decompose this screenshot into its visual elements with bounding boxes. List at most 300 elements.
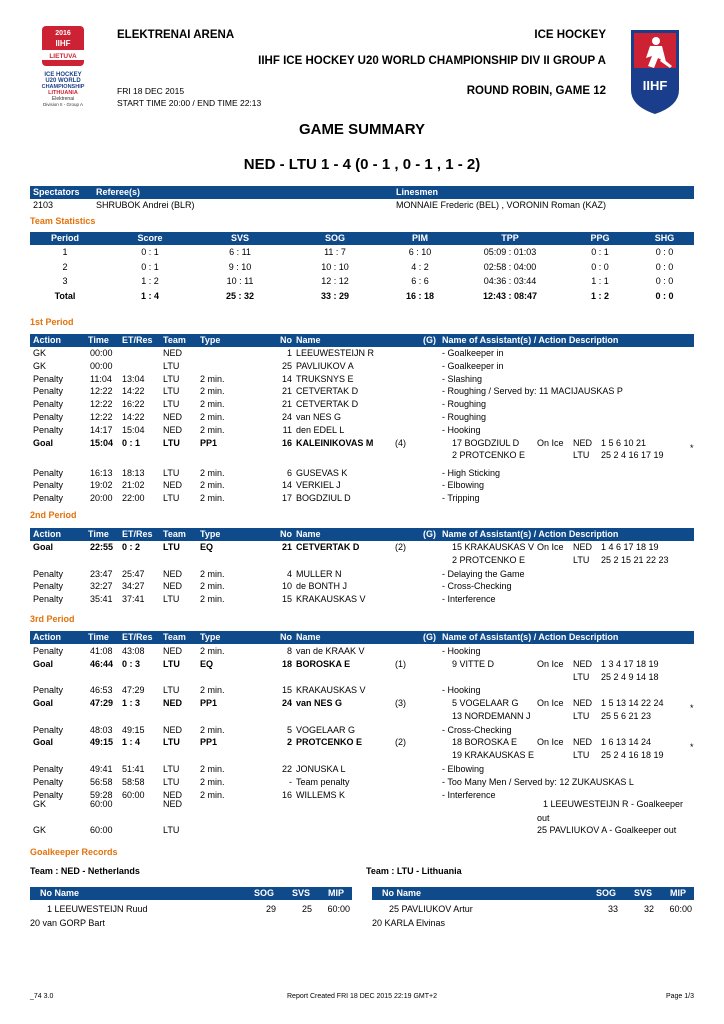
goalkeeper-out-row (30, 824, 694, 837)
event-time: 15:04 (90, 437, 114, 448)
team-stats-cell: 3 (62, 276, 68, 286)
event-et-res: 37:41 (122, 594, 145, 605)
assist-description: - Cross-Checking (442, 724, 512, 735)
event-player-name: MULLER N (296, 568, 342, 579)
event-et-res: 34:27 (122, 581, 145, 592)
on-ice-numbers: 1 3 4 17 18 19 (601, 658, 659, 669)
event-type: 2 min. (200, 646, 225, 656)
referees-value: SHRUBOK Andrei (BLR) (96, 200, 195, 210)
event-time: 35:41 (90, 594, 113, 605)
event-et-res: 1 : 4 (122, 737, 141, 748)
event-action: Penalty (33, 568, 64, 579)
events-col-header: (G) (423, 632, 436, 642)
event-player-no: 1 (286, 348, 292, 358)
assist-description: - Hooking (442, 424, 481, 435)
event-team: LTU (163, 399, 180, 410)
event-action: Penalty (33, 493, 64, 504)
events-col-header: (G) (423, 335, 436, 345)
event-detail (30, 424, 694, 437)
team-stats-cell: 0 : 0 (655, 276, 674, 286)
assist-description: 9 VITTE D (452, 658, 495, 669)
event-team: LTU (163, 373, 180, 384)
assist-description: - Cross-Checking (442, 581, 512, 592)
event-et-res: 16:22 (122, 399, 145, 410)
goalkeeper-name: 25 PAVLIUKOV Artur (389, 904, 473, 914)
goalkeeper-mip: 60:00 (669, 904, 692, 914)
event-team: LTU (163, 594, 180, 605)
event-et-res: 13:04 (122, 373, 145, 384)
team-stats-cell: 0 : 1 (591, 247, 609, 257)
events-col-header: Type (200, 632, 221, 642)
event-team: LTU (163, 493, 180, 504)
team-stats-cell: 1 : 1 (591, 276, 609, 286)
event-player-no: 10 (281, 581, 292, 592)
event-type: 2 min. (200, 789, 225, 800)
event-detail (30, 437, 694, 453)
event-time: 46:53 (90, 685, 113, 696)
team-stats-cell: 1 (62, 247, 68, 257)
event-player-name: KRAKAUSKAS V (296, 685, 366, 696)
goalkeeper-out-description: 1 LEEUWESTEIJN R - Goalkeeper (543, 799, 684, 809)
assist-description: - Goalkeeper in (442, 360, 504, 371)
goalkeeper-name: 20 KARLA Elvinas (372, 918, 446, 928)
event-time: 00:00 (90, 348, 113, 358)
events-col-header: Time (88, 529, 109, 539)
event-detail (30, 658, 694, 671)
event-action: Goal (33, 737, 54, 748)
team-stats-cell: 4 : 2 (411, 261, 429, 272)
ltu-goalkeeper-table-header (372, 887, 694, 900)
score-line: NED - LTU 1 - 4 (0 - 1 , 0 - 1 , 1 - 2) (243, 156, 481, 173)
team-stats-cell: 6 : 10 (408, 247, 432, 257)
logo-country: LIETUVA (49, 53, 77, 60)
event-player-name: VOGELAAR G (296, 724, 356, 735)
event-player-no: 14 (281, 373, 292, 384)
event-player-name: den EDEL L (296, 424, 345, 435)
event-time: 20:00 (90, 493, 113, 504)
event-type: 2 min. (200, 480, 225, 491)
event-et-res: 47:29 (122, 685, 145, 696)
event-action: GK (33, 799, 47, 809)
event-time: 11:04 (90, 373, 112, 384)
event-team: NED (163, 698, 183, 709)
events-col-header: Name (296, 632, 321, 642)
assist-count: (2) (395, 542, 406, 552)
team-stats-cell: 0 : 0 (655, 261, 674, 272)
goalkeeper-row (372, 903, 694, 916)
event-et-res: 18:13 (122, 467, 145, 478)
event-action: Penalty (33, 373, 64, 384)
assist-description: - Too Many Men / Served by: 12 ZUKAUSKAS L (442, 776, 634, 787)
power-play-star: * (690, 742, 694, 753)
event-player-no: 24 (281, 412, 292, 422)
event-team: LTU (163, 763, 180, 774)
events-col-header: Team (163, 529, 186, 539)
event-type: EQ (200, 542, 214, 552)
event-player-name: KRAKAUSKAS V (296, 594, 366, 605)
event-player-no: 15 (281, 594, 292, 605)
event-type: PP1 (200, 737, 218, 748)
assist-description: - Roughing (442, 412, 487, 422)
events-col-header: Team (163, 335, 186, 345)
team-stats-cell: 2 (62, 261, 68, 272)
event-player-no: 17 (281, 493, 292, 504)
event-detail (30, 479, 694, 492)
event-type: 2 min. (200, 763, 225, 774)
event-action: Penalty (33, 424, 64, 435)
event-action: Penalty (33, 581, 64, 592)
event-time: 12:22 (90, 399, 113, 410)
event-player-name: BOGDZIUL D (296, 493, 351, 504)
svg-text:ICE HOCKEY: ICE HOCKEY (44, 72, 82, 78)
goalkeeper-out-description: 25 PAVLIUKOV A - Goalkeeper out (537, 825, 677, 835)
on-ice-label: On Ice (537, 737, 564, 748)
event-team: NED (163, 581, 183, 592)
event-time: 46:44 (90, 658, 114, 669)
on-ice-team-2: LTU (573, 671, 590, 682)
team-stats-cell: 9 : 10 (228, 261, 252, 272)
on-ice-team-2: LTU (573, 554, 590, 565)
event-player-no: 4 (286, 568, 292, 579)
event-detail (30, 593, 694, 606)
event-detail (30, 411, 694, 424)
team-stats-cell: 10 : 11 (226, 276, 254, 286)
on-ice-numbers-2: 25 2 4 9 14 18 (601, 671, 659, 682)
goalkeeper-col-header: MIP (328, 888, 345, 898)
on-ice-label: On Ice (537, 437, 564, 448)
event-time: 16:13 (90, 467, 113, 478)
on-ice-team-2: LTU (573, 710, 590, 721)
event-detail (30, 398, 694, 411)
event-time: 00:00 (90, 360, 113, 371)
team-stats-cell: Total (54, 290, 76, 301)
event-et-res: 14:22 (122, 412, 145, 422)
assist-description: 18 BOROSKA E (452, 737, 518, 748)
event-action: Goal (33, 542, 54, 552)
event-team: NED (163, 789, 183, 800)
events-col-header: Name (296, 529, 321, 539)
event-team: LTU (163, 685, 180, 696)
goalkeeper-col-header: No Name (382, 888, 422, 898)
on-ice-team-2: LTU (573, 750, 590, 761)
event-type: 2 min. (200, 568, 225, 579)
svg-text:LITHUANIA: LITHUANIA (48, 90, 78, 96)
on-ice-team-2: LTU (573, 450, 590, 461)
logo-brand: IIHF (55, 39, 71, 48)
event-player-name: LEEUWESTEIJN R (296, 348, 375, 358)
team-stats-col-header: PPG (590, 233, 610, 243)
event-detail (30, 724, 694, 737)
event-detail (30, 385, 694, 398)
ltu-team-label: Team : LTU - Lithuania (366, 866, 462, 876)
footer-code: _74 3.0 (30, 993, 54, 1000)
goalkeeper-name: 20 van GORP Bart (30, 918, 105, 928)
events-col-header: Name of Assistant(s) / Action Description (442, 335, 619, 345)
team-stats-title: Team Statistics (30, 216, 96, 226)
assist-count: (3) (395, 698, 406, 709)
event-time: 49:15 (90, 737, 114, 748)
event-type: 2 min. (200, 424, 225, 435)
team-stats-cell: 04:36 : 03:44 (483, 276, 537, 286)
event-action: Penalty (33, 467, 64, 478)
event-time: 60:00 (90, 799, 113, 809)
event-type: 2 min. (200, 373, 225, 384)
assist-description-2: 2 PROTCENKO E (452, 450, 526, 461)
event-player-name: WILLEMS K (296, 789, 346, 800)
event-detail-line2 (30, 749, 694, 762)
event-player-name: PROTCENKO E (296, 737, 363, 748)
team-stats-cell: 1 : 2 (141, 276, 159, 286)
event-type: 2 min. (200, 399, 225, 410)
event-detail (30, 492, 694, 505)
team-stats-header (30, 232, 694, 245)
assist-description: - Roughing (442, 399, 487, 410)
sport-name: ICE HOCKEY (534, 29, 606, 41)
event-time: 48:03 (90, 724, 113, 735)
event-team: NED (163, 799, 183, 809)
on-ice-team: NED (573, 542, 593, 552)
on-ice-label: On Ice (537, 542, 564, 552)
events-col-header: Name of Assistant(s) / Action Description (442, 529, 619, 539)
goalkeeper-col-header: SVS (634, 888, 653, 898)
event-player-no: 15 (281, 685, 292, 696)
assist-description: - Elbowing (442, 480, 485, 491)
event-player-no: 5 (286, 724, 292, 735)
event-player-no: 22 (281, 763, 292, 774)
team-stats-col-header: PIM (411, 233, 428, 243)
goalkeeper-svs: 32 (643, 904, 654, 914)
assist-description: - Goalkeeper in (442, 348, 504, 358)
event-type: 2 min. (200, 386, 225, 397)
event-type: 2 min. (200, 594, 225, 605)
on-ice-team: NED (573, 737, 593, 748)
team-stats-col-header: TPP (501, 233, 519, 243)
event-player-no: 6 (286, 467, 292, 478)
events-col-header: Time (88, 632, 109, 642)
team-stats-cell: 16 : 18 (405, 290, 435, 301)
assist-count: (1) (395, 658, 406, 669)
event-player-no: 21 (281, 399, 292, 410)
officials-header: Spectators Referee(s) Linesmen (30, 186, 694, 199)
assist-description-2: 2 PROTCENKO E (452, 554, 526, 565)
event-player-no: 14 (281, 480, 292, 491)
ned-goalkeeper-table-header (30, 887, 352, 900)
event-player-name: CETVERTAK D (296, 399, 359, 410)
goalkeeper-col-header: MIP (670, 888, 687, 898)
team-stats-cell: 12 : 12 (321, 276, 349, 286)
goalkeeper-mip: 60:00 (327, 904, 350, 914)
event-detail-line2 (30, 449, 694, 462)
event-team: LTU (163, 776, 180, 787)
team-stats-cell: 1 : 2 (590, 290, 609, 301)
event-time: 56:58 (90, 776, 113, 787)
assist-description: - Slashing (442, 373, 483, 384)
team-stats-cell: 11 : 7 (324, 247, 346, 257)
event-detail (30, 697, 694, 714)
assist-description: 15 KRAKAUSKAS V (452, 542, 535, 552)
team-stats-col-header: SOG (324, 233, 345, 243)
events-col-header: Action (33, 632, 61, 642)
event-player-name: BOROSKA E (296, 658, 351, 669)
team-stats-cell: 0 : 0 (655, 247, 674, 257)
team-stats-cell: 0 : 1 (141, 247, 159, 257)
event-action: Penalty (33, 480, 64, 491)
event-team: NED (163, 424, 183, 435)
on-ice-numbers: 1 6 13 14 24 (601, 737, 652, 748)
event-et-res: 1 : 3 (122, 698, 141, 709)
event-player-no: 16 (281, 789, 292, 800)
event-type: PP1 (200, 437, 218, 448)
event-detail (30, 347, 694, 360)
assist-description: - High Sticking (442, 467, 501, 478)
event-et-res: 60:00 (122, 789, 145, 800)
event-et-res: 43:08 (122, 646, 145, 656)
team-stats-cell: 02:58 : 04:00 (483, 261, 537, 272)
event-player-name: JONUSKA L (296, 763, 346, 774)
team-stats-cell: 05:09 : 01:03 (483, 247, 537, 257)
assist-description: 17 BOGDZIUL D (452, 437, 520, 448)
event-time: 22:55 (90, 542, 114, 552)
event-player-name: GUSEVAS K (296, 467, 348, 478)
event-time: 23:47 (90, 568, 113, 579)
event-time: 59:28 (90, 789, 113, 800)
events-col-header: Team (163, 632, 186, 642)
event-team: NED (163, 412, 183, 422)
team-stats-row (30, 260, 694, 275)
events-col-header: Action (33, 335, 61, 345)
event-player-no: 25 (281, 360, 292, 371)
event-action: Penalty (33, 724, 64, 735)
event-action: Penalty (33, 412, 64, 422)
event-team: NED (163, 724, 183, 735)
assist-description: - Tripping (442, 493, 480, 504)
event-player-no: 2 (286, 737, 292, 748)
event-et-res: 14:22 (122, 386, 145, 397)
event-et-res: 51:41 (122, 763, 145, 774)
events-col-header: No (280, 529, 292, 539)
spectators-value: 2103 (33, 200, 54, 210)
event-player-no: 16 (281, 437, 292, 448)
team-stats-col-header: SVS (230, 233, 249, 243)
goalkeeper-name: 1 LEEUWESTEIJN Ruud (47, 904, 148, 914)
team-stats-col-header: Score (137, 233, 163, 243)
event-action: Penalty (33, 594, 64, 605)
goalkeeper-out-continued (30, 812, 694, 825)
events-col-header: Action (33, 529, 61, 539)
event-action: Penalty (33, 399, 64, 410)
event-detail (30, 360, 694, 373)
team-stats-table (30, 232, 694, 303)
events-header (30, 334, 694, 347)
on-ice-team: NED (573, 658, 593, 669)
team-stats-cell: 1 : 4 (140, 290, 159, 301)
goalkeeper-col-header: SOG (596, 888, 617, 898)
on-ice-numbers-2: 25 2 4 16 17 19 (601, 450, 664, 461)
on-ice-numbers: 1 5 13 14 22 24 (601, 698, 664, 709)
events-col-header: No (280, 335, 292, 345)
event-team: LTU (163, 360, 180, 371)
event-et-res: 0 : 1 (122, 437, 141, 448)
event-time: 49:41 (90, 763, 113, 774)
power-play-star: * (690, 442, 694, 453)
event-team: LTU (163, 386, 180, 397)
goalkeeper-row (372, 917, 694, 930)
event-et-res: 58:58 (122, 776, 145, 787)
event-action: Goal (33, 437, 54, 448)
event-type: EQ (200, 658, 214, 669)
championship-logo (30, 26, 96, 118)
event-action: GK (33, 360, 47, 371)
events-col-header: Time (88, 335, 109, 345)
logo-year: 2016 (55, 30, 71, 37)
event-detail (30, 776, 694, 789)
assist-description: - Interference (442, 594, 496, 605)
team-stats-col-header: Period (50, 233, 79, 243)
team-stats-cell: 12:43 : 08:47 (482, 290, 538, 301)
event-detail (30, 373, 694, 386)
logo-iihf-text: IIHF (642, 78, 668, 93)
event-player-no: 18 (281, 658, 292, 669)
svg-text:CHAMPIONSHIP: CHAMPIONSHIP (41, 84, 85, 90)
event-player-name: PAVLIUKOV A (296, 360, 354, 371)
on-ice-label: On Ice (537, 658, 564, 669)
event-type: 2 min. (200, 467, 225, 478)
goalkeeper-col-header: SVS (292, 888, 311, 898)
events-col-header: ET/Res (122, 335, 153, 345)
assist-description: - Hooking (442, 646, 481, 656)
event-player-name: TRUKSNYS E (296, 373, 354, 384)
event-player-no: 21 (281, 386, 292, 397)
event-player-no: 8 (286, 646, 292, 656)
event-type: 2 min. (200, 493, 225, 504)
goalkeeper-row (30, 903, 352, 916)
svg-text:Division II - Group A: Division II - Group A (42, 102, 84, 107)
assist-count: (2) (395, 737, 406, 748)
event-detail (30, 645, 694, 658)
event-team: LTU (163, 467, 180, 478)
event-action: Penalty (33, 763, 64, 774)
officials-row (30, 199, 694, 212)
event-et-res: 22:00 (122, 493, 145, 504)
period-1-title: 1st Period (30, 317, 74, 327)
event-player-name: van NES G (296, 412, 342, 422)
goalkeeper-col-header: SOG (254, 888, 275, 898)
event-detail (30, 684, 694, 697)
assist-description: - Roughing / Served by: 11 MACIJAUSKAS P (442, 386, 623, 397)
event-et-res: 0 : 3 (122, 658, 141, 669)
arena-name: ELEKTRENAI ARENA (117, 29, 235, 41)
goalkeeper-svs: 25 (301, 904, 312, 914)
on-ice-numbers: 1 5 6 10 21 (601, 437, 647, 448)
event-player-name: van de KRAAK V (296, 646, 365, 656)
assist-description: - Interference (442, 789, 496, 800)
events-col-header: Type (200, 335, 221, 345)
team-stats-cell: 33 : 29 (320, 290, 350, 301)
event-action: Penalty (33, 789, 64, 800)
championship-name: IIHF ICE HOCKEY U20 WORLD CHAMPIONSHIP DIV II GROUP A (258, 55, 606, 67)
on-ice-team: NED (573, 698, 593, 709)
event-time: 41:08 (90, 646, 113, 656)
assist-description-2: 13 NORDEMANN J (452, 710, 531, 721)
on-ice-numbers-2: 25 5 6 21 23 (601, 710, 652, 721)
event-et-res: 15:04 (122, 424, 145, 435)
assist-count: (4) (395, 437, 406, 448)
goalkeeper-row (30, 917, 352, 930)
events-col-header: ET/Res (122, 529, 153, 539)
goalkeeper-out-row (30, 798, 694, 811)
round-name: ROUND ROBIN, GAME 12 (466, 85, 606, 97)
event-time: 19:02 (90, 480, 113, 491)
